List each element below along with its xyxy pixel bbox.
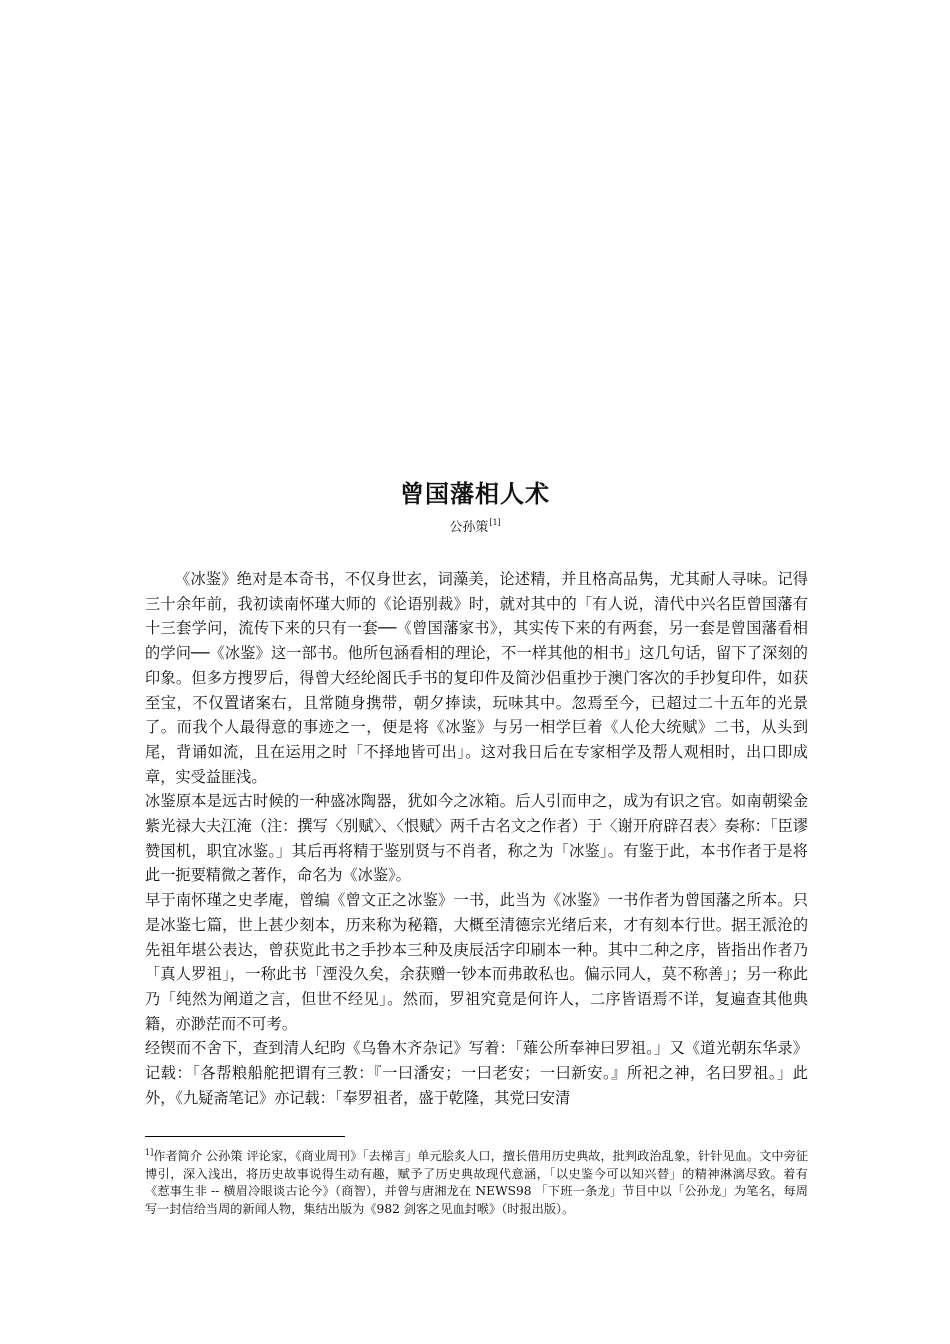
paragraph-authorship: 早于南怀瑾之史孝庵，曾编《曾文正之冰鉴》一书，此当为《冰鉴》一书作者为曾国藩之所本。只是冰鉴七篇，世上甚少刻本，历来称为秘籍，大概至清德宗光绪后来，才有刻本行世。据王派沧的先祖年堪公表达，曾获览此书之手抄本三种及庚辰活字印刷本一种。其中二种之序，皆指出作者乃「真人罗祖」，一称此书「湮没久矣，余获赠一钞本而弗敢私也。偏示同人，莫不称善」；另一称此乃「纯然为阐道之言，但世不经见」。然而，罗祖究竟是何许人，二序皆语焉不详，复遍查其他典籍，亦渺茫而不可考。 [145,891,808,1033]
document-title: 曾国藩相人术 [400,480,550,508]
body-text [145,567,808,1110]
author-line [0,516,950,535]
paragraph-intro: 《冰鉴》绝对是本奇书，不仅身世玄，词藻美，论述精，并且格高品隽，尤其耐人寻味。记得三十余年前，我初读南怀瑾大师的《论语别裁》时，就对其中的「有人说，清代中兴名臣曾国藩有十三套学问，流传下来的只有一套──《曾国藩家书》，其实传下来的有两套，另一套是曾国藩看相的学问──《冰鉴》这一部书。他所包涵看相的理论，不一样其他的相书」这几句话，留下了深刻的印象。但多方搜罗后，得曾大经纶阁氏手书的复印件及简沙侣重抄于澳门客次的手抄复印件，如获至宝，不仅置诸案右，且常随身携带，朝夕捧读，玩味其中。忽焉至今，已超过二十五年的光景了。而我个人最得意的事迹之一，便是将《冰鉴》与另一相学巨着《人伦大统赋》二书，从头到尾，背诵如流，且在运用之时「不择地皆可出」。这对我日后在专家相学及帮人观相时，出口即成章，实受益匪浅。 [145,570,808,786]
footnote-divider [145,1136,345,1137]
author-name: 公孙策 [449,520,489,535]
paragraph-luozu: 经锲而不舍下，查到清人纪昀《乌鲁木齐杂记》写着：「薙公所奉神曰罗祖。」又《道光朝东华录》记载：「各帮粮船舵把谓有三教：『一曰潘安；一曰老安；一曰新安。』所祀之神，名曰罗祖。」此外，《九疑斋笔记》亦记载：「奉罗祖者，盛于乾隆，其党曰安清 [145,1039,808,1107]
footnote [145,1144,808,1218]
footnote-text: 作者简介 公孙策 评论家，《商业周刊》「去梯言」单元脍炙人口，擅长借用历史典故，批判政治乱象，针针见血。文中旁征博引，深入浅出，将历史故事说得生动有趣，赋予了历史典故现代意涵，「以史鉴今可以知兴替」的精神淋漓尽致。着有《惹事生非 -- 横眉冷眼谈古论今》（商智），并曾与唐湘龙在 NEWS98 「下班一条龙」节目中以「公孙龙」为笔名，每周写一封信给当周的新闻人物，集结出版为《982 剑客之见血封喉》（时报出版）。 [145,1149,808,1216]
footnote-marker: 1] [145,1148,154,1157]
paragraph-origin: 冰鉴原本是远古时候的一种盛冰陶器，犹如今之冰箱。后人引而申之，成为有识之官。如南朝梁金紫光禄大夫江淹（注：撰写〈别赋〉、〈恨赋〉两千古名文之作者）于〈谢开府辟召表〉奏称：「臣谬赞国机，职宜冰鉴。」其后再将精于鉴别贤与不肖者，称之为「冰鉴」。有鉴于此，本书作者于是将此一扼要精微之著作，命名为《冰鉴》。 [145,792,808,885]
author-footnote-marker[interactable]: [1] [489,518,501,527]
